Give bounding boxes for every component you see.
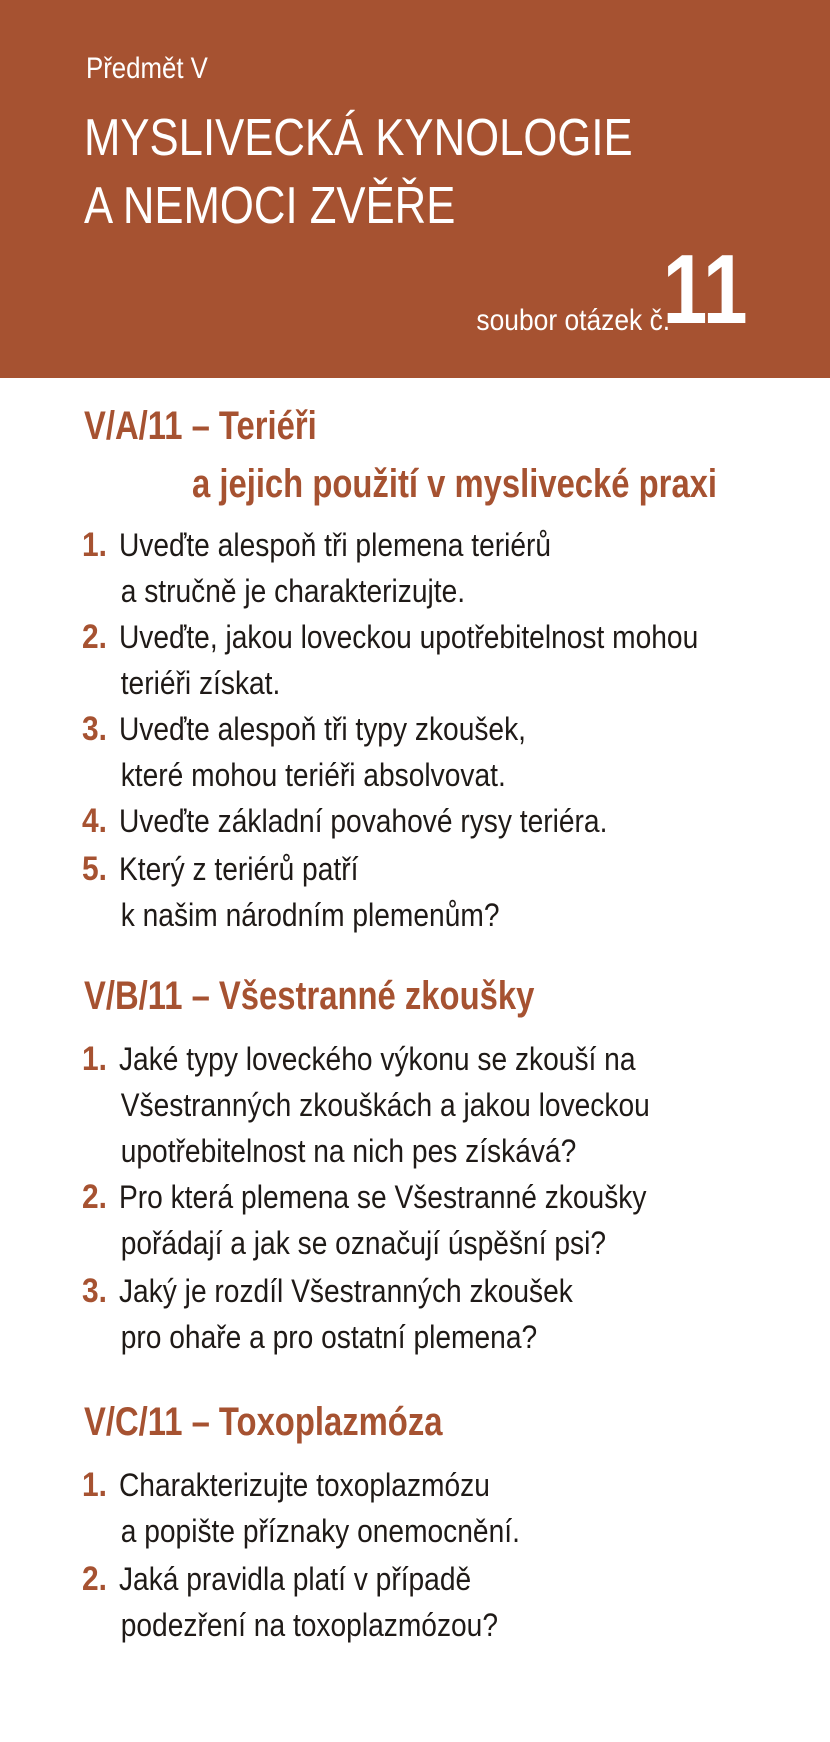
question-text: Pro která plemena se Všestranné zkoušky xyxy=(118,1179,647,1215)
page-title-line-2: A NEMOCI ZVĚŘE xyxy=(84,177,456,235)
question-text: teriéři získat. xyxy=(120,665,281,701)
section-c-question-1 xyxy=(82,1462,580,1554)
question-text: Jaké typy loveckého výkonu se zkouší na xyxy=(118,1041,636,1077)
question-number: 3. xyxy=(82,1272,107,1310)
question-number: 1. xyxy=(82,1466,107,1504)
section-c-title: V/C/11 – Toxoplazmóza xyxy=(84,1400,443,1444)
section-b-question-1 xyxy=(82,1036,727,1174)
section-a-title: V/A/11 – Teriéři xyxy=(84,404,317,448)
question-text: Jaký je rozdíl Všestranných zkoušek xyxy=(118,1273,573,1309)
question-text: Který z teriérů patří xyxy=(118,851,359,887)
question-number: 2. xyxy=(82,1560,107,1598)
question-text: a stručně je charakterizujte. xyxy=(120,573,466,609)
section-a-question-4 xyxy=(82,798,679,844)
question-text: Uveďte základní povahové rysy teriéra. xyxy=(118,803,608,839)
question-number: 2. xyxy=(82,618,107,656)
section-c-question-2 xyxy=(82,1556,555,1648)
question-text: Všestranných zkouškách a jakou loveckou xyxy=(120,1087,650,1123)
question-text: Uveďte alespoň tři typy zkoušek, xyxy=(118,711,527,747)
page-title-line-1: MYSLIVECKÁ KYNOLOGIE xyxy=(84,109,633,167)
question-number: 1. xyxy=(82,1040,107,1078)
question-text: Charakterizujte toxoplazmózu xyxy=(118,1467,490,1503)
section-b-title: V/B/11 – Všestranné zkoušky xyxy=(84,974,535,1018)
question-number: 3. xyxy=(82,710,107,748)
question-text: pořádají a jak se označují úspěšní psi? xyxy=(120,1225,606,1261)
section-b-question-3 xyxy=(82,1268,640,1360)
subject-label: Předmět V xyxy=(86,52,208,85)
question-text: Uveďte alespoň tři plemena teriérů xyxy=(118,527,552,563)
question-text: Uveďte, jakou loveckou upotřebitelnost mohou xyxy=(118,619,699,655)
section-a-subtitle: a jejich použití v myslivecké praxi xyxy=(192,462,718,506)
question-number: 2. xyxy=(82,1178,107,1216)
section-a-question-3 xyxy=(82,706,587,798)
question-text: Jaká pravidla platí v případě xyxy=(118,1561,472,1597)
section-b-question-2 xyxy=(82,1174,723,1266)
question-text: k našim národním plemenům? xyxy=(120,897,500,933)
question-set-label: soubor otázek č. xyxy=(476,304,670,337)
question-text: které mohou teriéři absolvovat. xyxy=(120,757,506,793)
question-number: 5. xyxy=(82,850,107,888)
question-text: a popište příznaky onemocnění. xyxy=(120,1513,520,1549)
question-text: podezření na toxoplazmózou? xyxy=(120,1607,499,1643)
section-a-question-2 xyxy=(82,614,782,706)
section-a-question-5 xyxy=(82,846,556,938)
question-set-number: 11 xyxy=(663,234,748,344)
question-text: pro ohaře a pro ostatní plemena? xyxy=(120,1319,538,1355)
question-number: 4. xyxy=(82,802,107,840)
question-text: upotřebitelnost na nich pes získává? xyxy=(120,1133,577,1169)
section-a-question-1 xyxy=(82,522,615,614)
question-number: 1. xyxy=(82,526,107,564)
header-band xyxy=(0,0,830,378)
